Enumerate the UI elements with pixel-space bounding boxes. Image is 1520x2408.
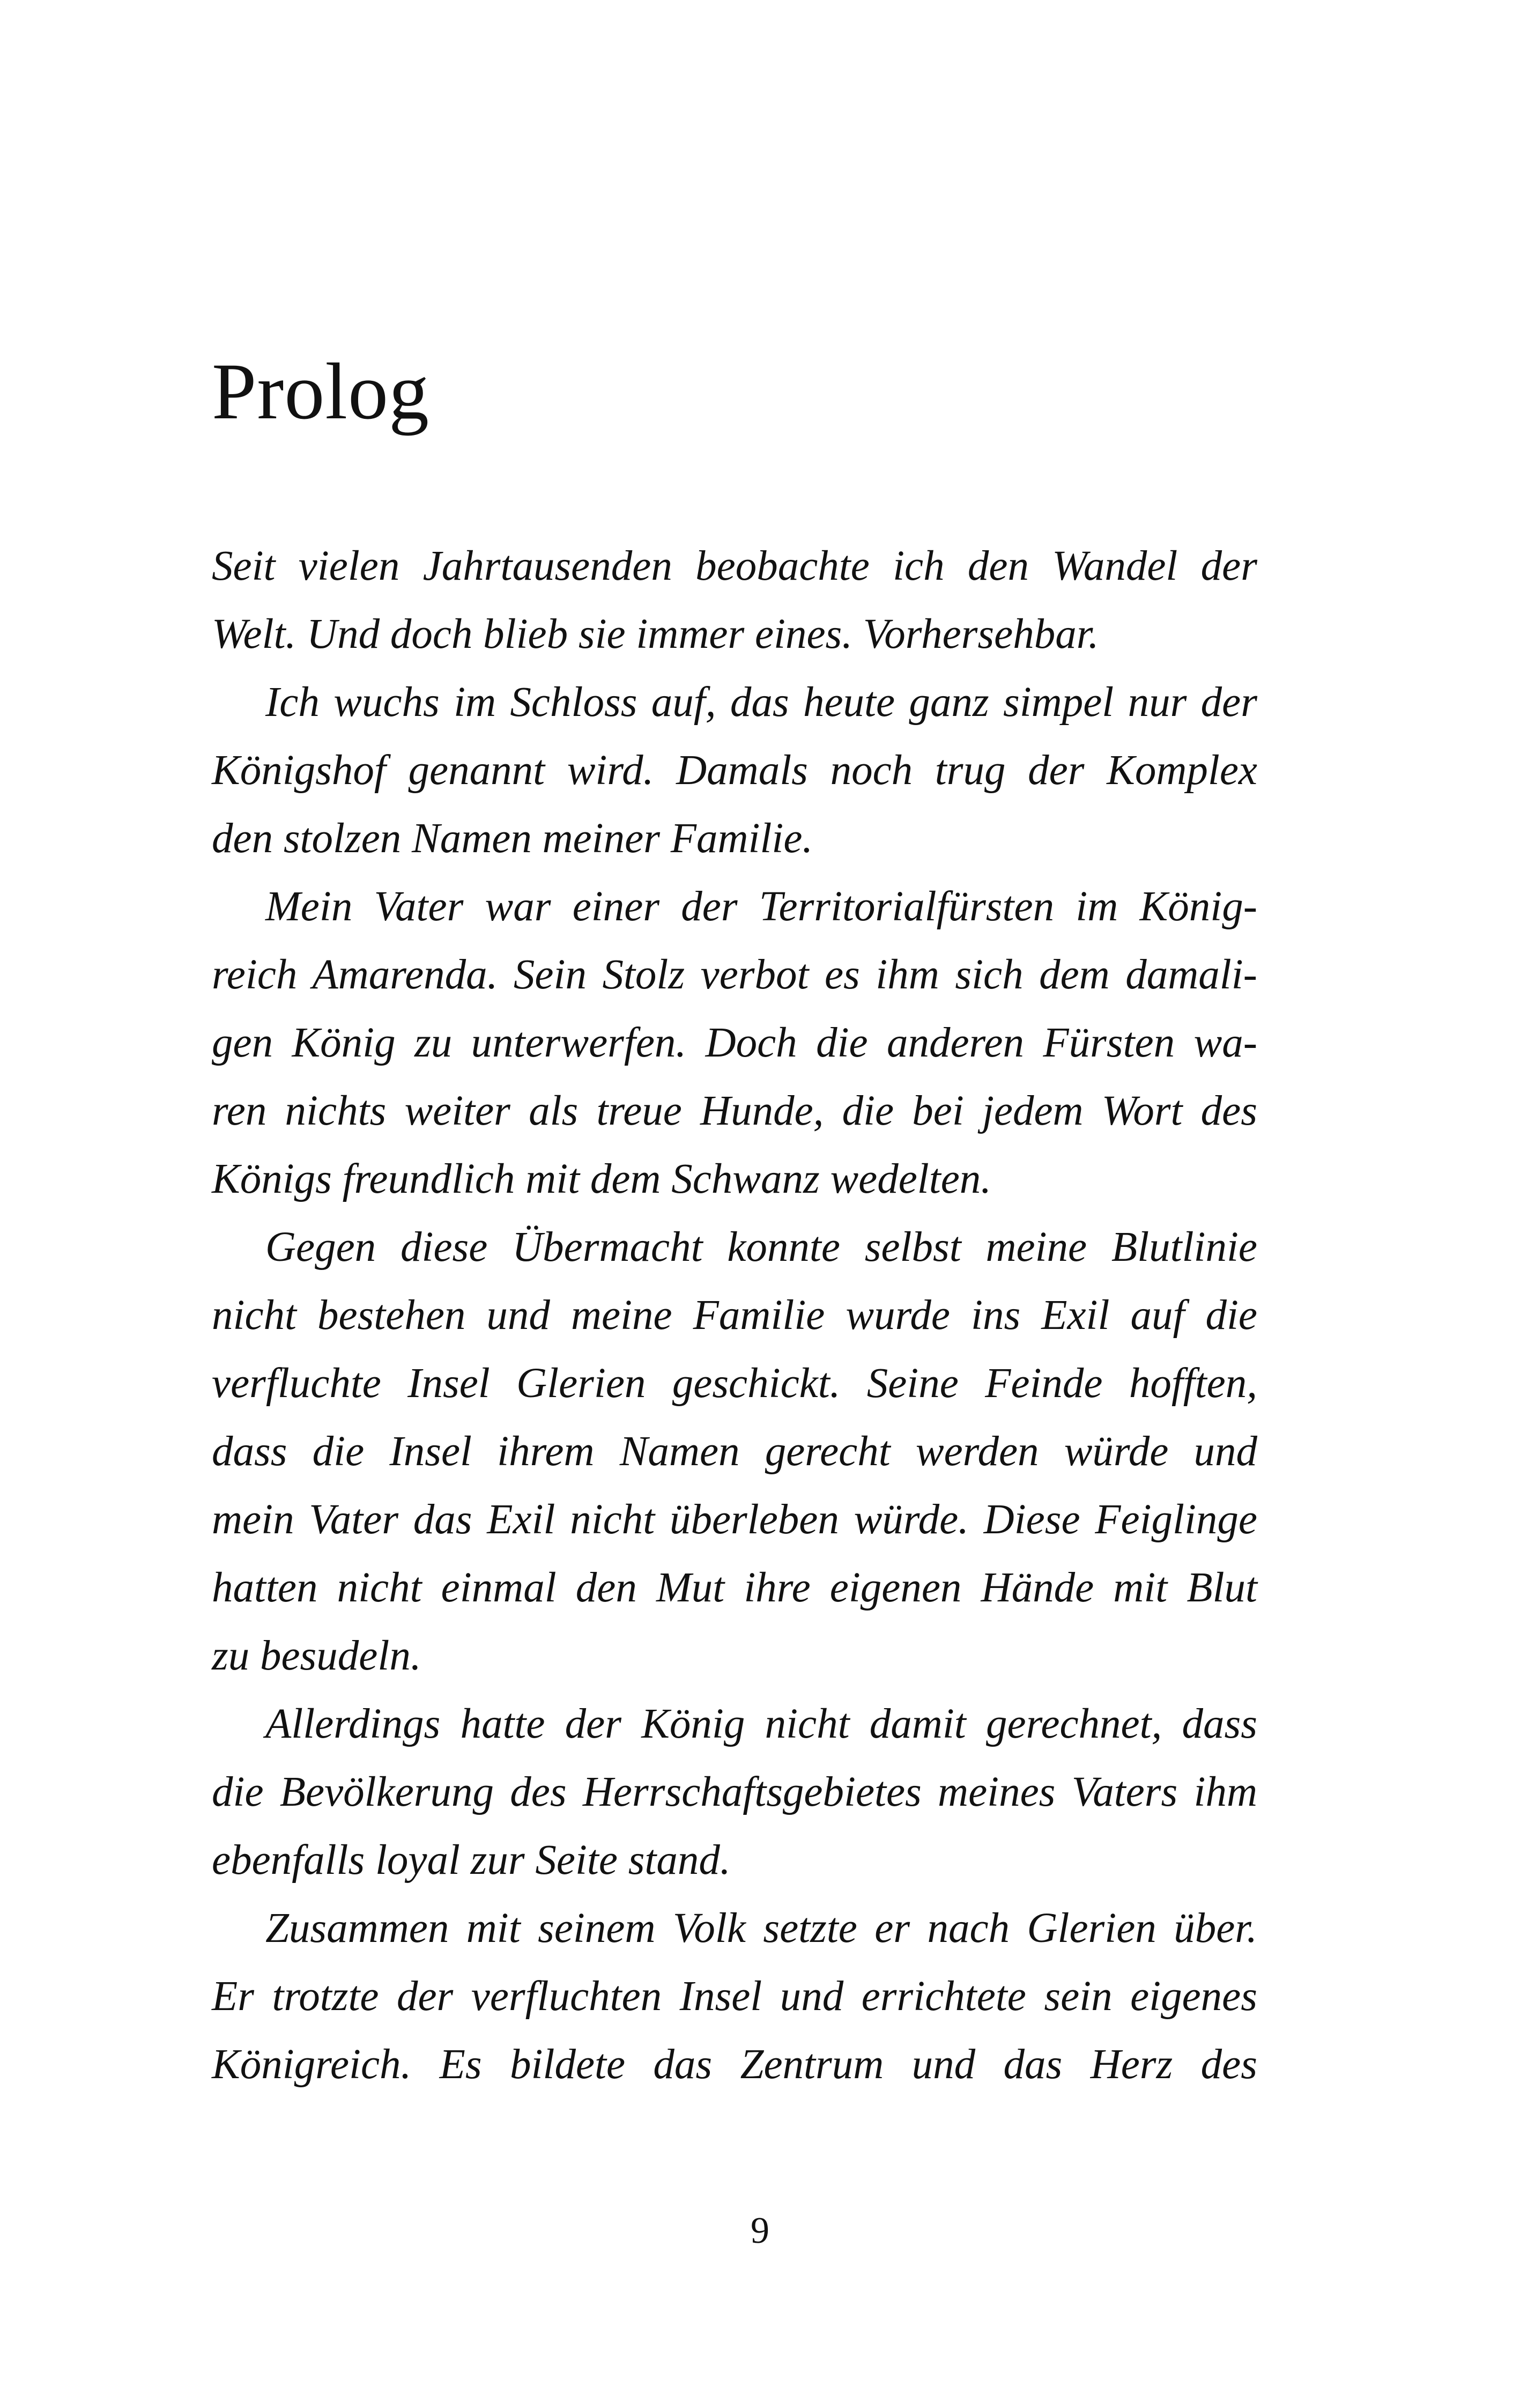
paragraph xyxy=(212,1894,1257,2099)
text-line: Mein Vater war einer der Territorialfürsten im König- xyxy=(265,883,1257,930)
text-line: reich Amarenda. Sein Stolz verbot es ihm sich dem damali- xyxy=(212,951,1257,998)
page-number: 9 xyxy=(751,2210,769,2251)
text-line: nicht bestehen und meine Familie wurde ins Exil auf die xyxy=(212,1292,1257,1339)
paragraph xyxy=(212,668,1257,873)
text-line: gen König zu unterwerfen. Doch die anderen Fürsten wa- xyxy=(212,1020,1257,1066)
text-line: mein Vater das Exil nicht überleben würde. Diese Feiglinge xyxy=(212,1496,1257,1543)
text-line: dass die Insel ihrem Namen gerecht werden würde und xyxy=(212,1428,1257,1475)
text-line: Königshof genannt wird. Damals noch trug der Komplex xyxy=(212,747,1257,794)
text-line: die Bevölkerung des Herrschaftsgebietes meines Vaters ihm xyxy=(212,1769,1257,1815)
text-line: Welt. Und doch blieb sie immer eines. Vorhersehbar. xyxy=(212,611,1099,658)
text-line: den stolzen Namen meiner Familie. xyxy=(212,815,813,862)
paragraph xyxy=(212,873,1257,1213)
text-line: Königreich. Es bildete das Zentrum und das Herz des xyxy=(212,2041,1257,2088)
text-line: Allerdings hatte der König nicht damit gerechnet, dass xyxy=(265,1701,1257,1747)
text-line: zu besudeln. xyxy=(212,1633,421,1679)
text-line: Ich wuchs im Schloss auf, das heute ganz simpel nur der xyxy=(265,679,1257,726)
paragraph xyxy=(212,1213,1257,1690)
text-line: hatten nicht einmal den Mut ihre eigenen Hände mit Blut xyxy=(212,1564,1257,1611)
text-line: Seit vielen Jahrtausenden beobachte ich den Wandel der xyxy=(212,543,1257,589)
text-line: Zusammen mit seinem Volk setzte er nach Glerien über. xyxy=(265,1905,1257,1952)
text-line: verfluchte Insel Glerien geschickt. Seine Feinde hofften, xyxy=(212,1360,1257,1407)
text-line: ebenfalls loyal zur Seite stand. xyxy=(212,1837,731,1883)
prologue-text xyxy=(212,532,1257,2099)
text-line: Gegen diese Übermacht konnte selbst meine Blutlinie xyxy=(265,1224,1257,1271)
paragraph xyxy=(212,1690,1257,1894)
paragraph xyxy=(212,532,1257,668)
chapter-title: Prolog xyxy=(212,347,430,436)
text-line: Er trotzte der verfluchten Insel und errichtete sein eigenes xyxy=(212,1973,1257,2020)
text-line: ren nichts weiter als treue Hunde, die bei jedem Wort des xyxy=(212,1088,1257,1134)
text-line: Königs freundlich mit dem Schwanz wedelten. xyxy=(212,1156,992,1202)
